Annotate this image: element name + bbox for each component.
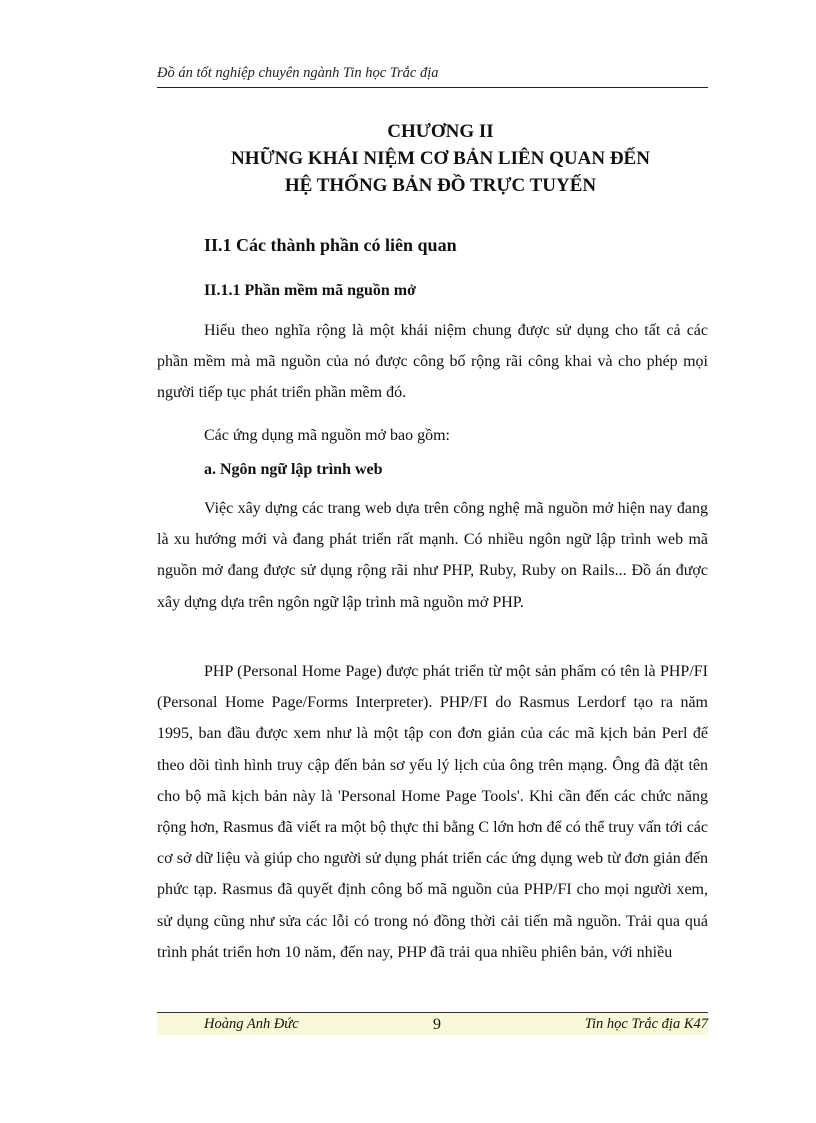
section-heading-ii-1: II.1 Các thành phần có liên quan — [204, 235, 457, 255]
chapter-title — [157, 118, 724, 199]
paragraph-web-languages: Việc xây dựng các trang web dựa trên công nghệ mã nguồn mở hiện nay đang là xu hướng mới và đang phát triển rất mạnh. Có nhiều ngôn ngữ lập trình web mã nguồn mở đang được sử dụng rộng rãi như PHP, Ruby, Ruby on Rails... Đồ án được xây dựng dựa trên ngôn ngữ lập trình mã nguồn mở PHP. — [157, 500, 708, 611]
running-header: Đồ án tốt nghiệp chuyên ngành Tin học Trắc địa — [157, 65, 439, 81]
header-divider — [157, 87, 708, 88]
paragraph-open-source-apps: Các ứng dụng mã nguồn mở bao gồm: — [204, 427, 450, 444]
section-heading-a: a. Ngôn ngữ lập trình web — [204, 461, 383, 478]
page-number: 9 — [433, 1016, 441, 1033]
footer-course: Tin học Trắc địa K47 — [584, 1016, 708, 1032]
chapter-number: CHƯƠNG II — [387, 121, 494, 142]
page-footer — [157, 1012, 708, 1035]
section-heading-ii-1-1: II.1.1 Phần mềm mã nguồn mở — [204, 282, 416, 299]
paragraph-open-source-definition: Hiểu theo nghĩa rộng là một khái niệm chung được sử dụng cho tất cả các phần mềm mà mã nguồn của nó được công bố rộng rãi công khai và cho phép mọi người tiếp tục phát triển phần mềm đó. — [157, 322, 708, 402]
paragraph-php-history: PHP (Personal Home Page) được phát triển từ một sản phẩm có tên là PHP/FI (Personal Home Page/Forms Interpreter). PHP/FI do Rasmus Lerdorf tạo ra năm 1995, ban đầu được xem như là một tập con đơn giản của các mã kịch bản Perl để theo dõi tình hình truy cập đến bản sơ yếu lý lịch của ông trên mạng. Ông đã đặt tên cho bộ mã kịch bản này là 'Personal Home Page Tools'. Khi cần đến các chức năng rộng hơn, Rasmus đã viết ra một bộ thực thi bằng C lớn hơn để có thể truy vấn tới các cơ sở dữ liệu và giúp cho người sử dụng phát triển các ứng dụng web từ đơn giản đến phức tạp. Rasmus đã quyết định công bố mã nguồn của PHP/FI cho mọi người xem, sử dụng cũng như sửa các lỗi có trong nó đồng thời cải tiến mã nguồn. Trải qua quá trình phát triển hơn 10 năm, đến nay, PHP đã trải qua nhiều phiên bản, với nhiều — [157, 663, 708, 961]
footer-author: Hoàng Anh Đức — [204, 1016, 299, 1032]
chapter-title-line-1: NHỮNG KHÁI NIỆM CƠ BẢN LIÊN QUAN ĐẾN — [231, 148, 650, 169]
chapter-title-line-2: HỆ THỐNG BẢN ĐỒ TRỰC TUYẾN — [284, 175, 597, 196]
